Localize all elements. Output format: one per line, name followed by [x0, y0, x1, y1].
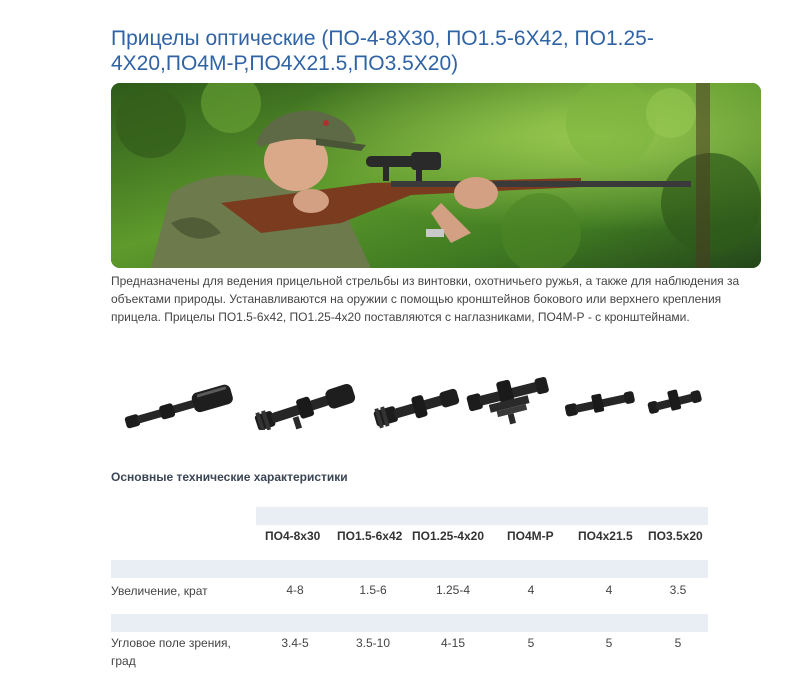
table-cell: 5	[605, 636, 613, 650]
column-header: ПО3.5x20	[648, 529, 703, 543]
column-header: ПО4x21.5	[578, 529, 633, 543]
table-cell: 1.25-4	[435, 583, 471, 597]
table-row-band	[111, 560, 708, 578]
column-header: ПО1.25-4x20	[412, 529, 485, 543]
table-cell: 4-15	[440, 636, 466, 650]
page-title: Прицелы оптические (ПО-4-8Х30, ПО1.5-6Х42, ПО1.25-4Х20,ПО4М-Р,ПО4Х21.5,ПО3.5Х20)	[111, 27, 654, 75]
table-cell: 3.5-10	[355, 636, 391, 650]
table-cell: 4	[527, 583, 535, 597]
column-header: ПО1.5-6x42	[337, 529, 403, 543]
scope-po4x21-5-icon	[561, 360, 636, 430]
table-header-band	[256, 507, 708, 525]
scope-po4-8x30-icon	[116, 360, 238, 430]
scope-po1-5-6x42-icon	[246, 360, 358, 430]
table-cell: 4-8	[286, 583, 304, 597]
scope-po3-5x20-icon	[644, 360, 704, 430]
intro-text: Предназначены для ведения прицельной стрельбы из винтовки, охотничьего ружья, а также для наблюдения за объектами природы. Устанавливаются на оружии с помощью кронштейнов бокового или верхнего крепления прицела. Прицелы ПО1.5-6х42, ПО1.25-4х20 поставляются с наглазниками, ПО4М-Р - с кронштейнами.	[111, 274, 740, 324]
table-cell: 3.4-5	[281, 636, 309, 650]
specs-heading: Основные технические характеристики	[111, 470, 348, 484]
row-label: Увеличение, крат	[111, 584, 208, 598]
table-cell: 5	[527, 636, 535, 650]
row-label: Угловое поле зрения, град	[111, 636, 231, 668]
scope-gallery	[111, 360, 711, 430]
column-header: ПО4М-Р	[507, 529, 554, 543]
table-cell: 3.5	[669, 583, 687, 597]
table-row-band	[111, 614, 708, 632]
hunter-aiming-rifle-photo	[111, 83, 761, 268]
table-cell: 5	[674, 636, 682, 650]
column-header: ПО4-8x30	[265, 529, 321, 543]
table-cell: 1.5-6	[359, 583, 387, 597]
scope-po4m-r-icon	[463, 360, 553, 430]
scope-po1-25-4x20-icon	[366, 360, 461, 430]
table-cell: 4	[605, 583, 613, 597]
